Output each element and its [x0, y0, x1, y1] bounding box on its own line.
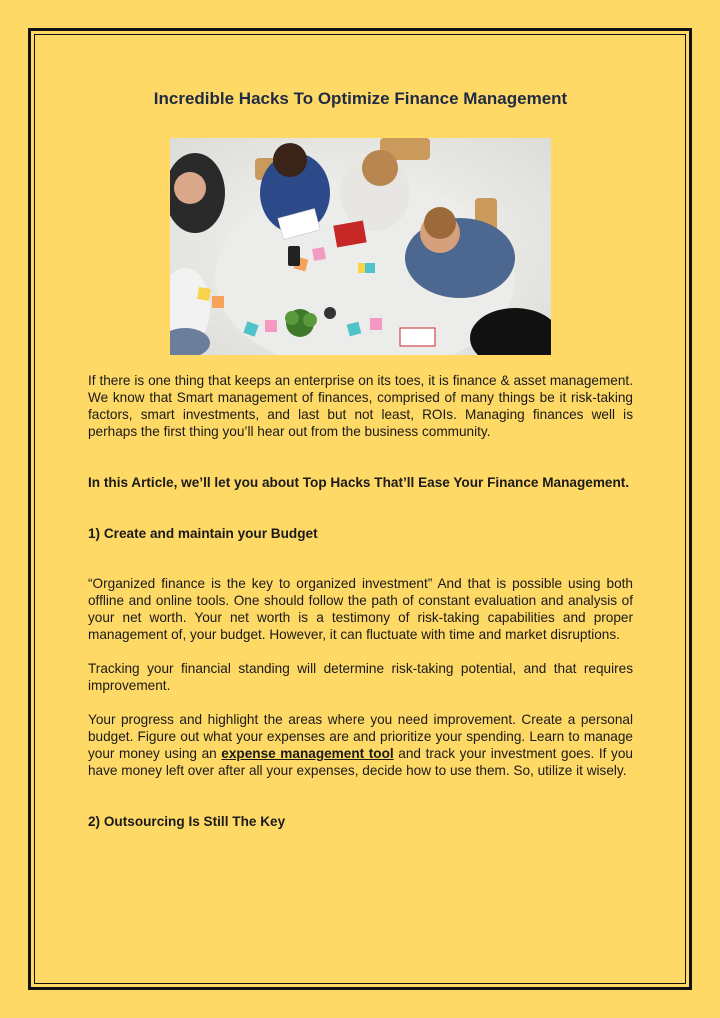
budget-paragraph-2: Tracking your financial standing will determine risk-taking potential, and that requires improvement. — [88, 661, 633, 693]
team-meeting-photo — [170, 138, 551, 355]
section-heading-outsourcing: 2) Outsourcing Is Still The Key — [88, 814, 286, 829]
page-title: Incredible Hacks To Optimize Finance Management — [153, 89, 568, 108]
document-content — [88, 88, 633, 830]
section-heading-budget: 1) Create and maintain your Budget — [88, 526, 318, 541]
budget-paragraph-1: “Organized finance is the key to organized investment” And that is possible using both offline and online tools. One should follow the path of constant evaluation and analysis of your net worth. Your net worth is a testimony of risk-taking capabilities and proper management of, your budget. However, it can fluctuate with time and market disruptions. — [88, 576, 633, 642]
intro-paragraph: If there is one thing that keeps an enterprise on its toes, it is finance & asset management. We know that Smart management of finances, comprised of many things be it risk-taking factors, smart investments, and last but not least, ROIs. Managing finances well is perhaps the first thing you’ll hear out from the business community. — [88, 373, 633, 439]
budget-paragraph-3-end: and track your investment goes. If you have money left over after all your expenses, decide how to use them. So, utilize it wisely. — [88, 746, 633, 778]
expense-management-tool-link[interactable]: expense management tool — [221, 746, 394, 761]
budget-paragraph-3-start: Your progress and highlight the areas where you need improvement. Create a personal budget. Figure out what your expenses are and prioritize your spending. Learn to manage your money using an — [88, 712, 633, 761]
article-lead: In this Article, we’ll let you about Top Hacks That’ll Ease Your Finance Management. — [88, 475, 630, 490]
budget-paragraph-3 — [88, 711, 633, 779]
